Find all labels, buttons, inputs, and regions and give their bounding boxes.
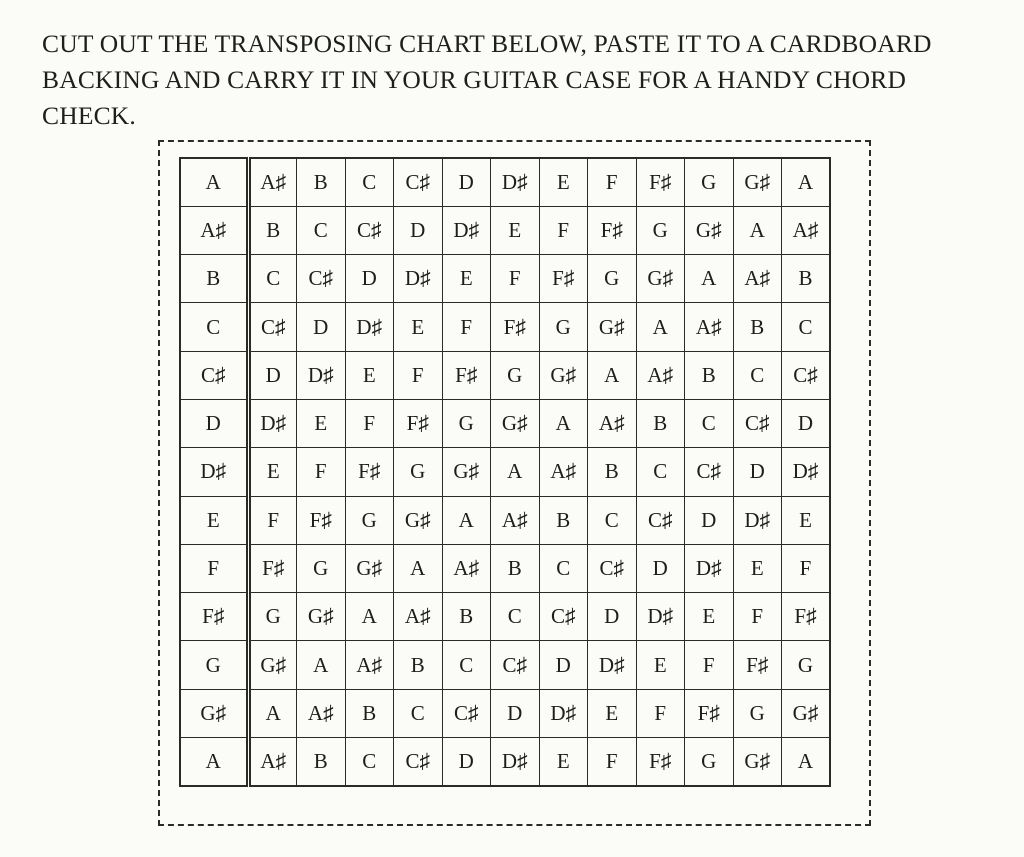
chart-cell: G bbox=[345, 496, 394, 544]
chart-cell: B bbox=[248, 206, 297, 254]
chart-cell: G bbox=[636, 206, 685, 254]
chart-cell: A bbox=[782, 738, 831, 786]
instruction-line-3: CHECK. bbox=[42, 101, 136, 130]
chart-cell: G♯ bbox=[345, 544, 394, 592]
chart-cell: F bbox=[782, 544, 831, 592]
chart-cell: E bbox=[636, 641, 685, 689]
chart-cell: C bbox=[685, 399, 734, 447]
chart-cell: E bbox=[248, 448, 297, 496]
chart-row bbox=[180, 255, 830, 303]
chart-cell: C♯ bbox=[588, 544, 637, 592]
chart-cell: F♯ bbox=[442, 351, 491, 399]
chart-key-cell: G♯ bbox=[180, 689, 248, 737]
chart-cell: F♯ bbox=[539, 255, 588, 303]
chart-row bbox=[180, 544, 830, 592]
chart-key-cell: F♯ bbox=[180, 593, 248, 641]
chart-row bbox=[180, 738, 830, 786]
chart-cell: F bbox=[539, 206, 588, 254]
chart-cell: G♯ bbox=[539, 351, 588, 399]
chart-cell: D♯ bbox=[248, 399, 297, 447]
chart-cell: A♯ bbox=[248, 158, 297, 206]
chart-cell: D♯ bbox=[733, 496, 782, 544]
chart-cell: F bbox=[345, 399, 394, 447]
chart-cell: C♯ bbox=[248, 303, 297, 351]
chart-cell: D♯ bbox=[588, 641, 637, 689]
chart-cell: F♯ bbox=[491, 303, 540, 351]
chart-key-cell: A♯ bbox=[180, 206, 248, 254]
chart-row bbox=[180, 206, 830, 254]
chart-cell: F♯ bbox=[394, 399, 443, 447]
chart-cell: G bbox=[491, 351, 540, 399]
chart-cell: A♯ bbox=[394, 593, 443, 641]
chart-cell: G bbox=[685, 158, 734, 206]
chart-cell: G♯ bbox=[297, 593, 346, 641]
chart-cell: F bbox=[733, 593, 782, 641]
chart-cell: A bbox=[685, 255, 734, 303]
chart-cell: A♯ bbox=[297, 689, 346, 737]
chart-cell: G bbox=[733, 689, 782, 737]
chart-key-cell: E bbox=[180, 496, 248, 544]
chart-cell: A♯ bbox=[733, 255, 782, 303]
chart-cell: G♯ bbox=[442, 448, 491, 496]
chart-cell: G♯ bbox=[394, 496, 443, 544]
chart-key-cell: C bbox=[180, 303, 248, 351]
chart-cell: A♯ bbox=[636, 351, 685, 399]
chart-cell: C bbox=[394, 689, 443, 737]
chart-cell: B bbox=[588, 448, 637, 496]
chart-cell: C bbox=[442, 641, 491, 689]
chart-cell: F♯ bbox=[297, 496, 346, 544]
chart-cell: F♯ bbox=[685, 689, 734, 737]
chart-cell: G bbox=[588, 255, 637, 303]
chart-cell: G♯ bbox=[588, 303, 637, 351]
chart-cell: A♯ bbox=[782, 206, 831, 254]
chart-cell: A♯ bbox=[539, 448, 588, 496]
chart-cell: G♯ bbox=[782, 689, 831, 737]
chart-row bbox=[180, 496, 830, 544]
chart-cell: C bbox=[636, 448, 685, 496]
chart-cell: D♯ bbox=[491, 158, 540, 206]
chart-cell: A bbox=[491, 448, 540, 496]
chart-cell: F♯ bbox=[345, 448, 394, 496]
chart-cell: F♯ bbox=[782, 593, 831, 641]
chart-cell: F♯ bbox=[636, 158, 685, 206]
chart-cell: E bbox=[394, 303, 443, 351]
chart-cell: G♯ bbox=[491, 399, 540, 447]
chart-cell: G bbox=[782, 641, 831, 689]
chart-cell: C bbox=[345, 158, 394, 206]
chart-cell: C♯ bbox=[685, 448, 734, 496]
chart-cell: F♯ bbox=[733, 641, 782, 689]
chart-cell: B bbox=[539, 496, 588, 544]
chart-cell: B bbox=[345, 689, 394, 737]
chart-cell: B bbox=[394, 641, 443, 689]
chart-cell: D bbox=[345, 255, 394, 303]
chart-cell: F bbox=[248, 496, 297, 544]
instruction-line-2: BACKING AND CARRY IT IN YOUR GUITAR CASE FOR A HANDY CHORD bbox=[42, 65, 907, 94]
chart-cell: C♯ bbox=[539, 593, 588, 641]
chart-cell: G bbox=[248, 593, 297, 641]
chart-cell: C♯ bbox=[442, 689, 491, 737]
chart-cell: B bbox=[297, 158, 346, 206]
chart-cell: E bbox=[297, 399, 346, 447]
chart-cell: B bbox=[636, 399, 685, 447]
chart-key-cell: D bbox=[180, 399, 248, 447]
chart-cell: G♯ bbox=[636, 255, 685, 303]
chart-cell: D bbox=[588, 593, 637, 641]
chart-cell: E bbox=[539, 738, 588, 786]
chart-cell: F bbox=[297, 448, 346, 496]
chart-cell: C♯ bbox=[394, 738, 443, 786]
chart-cell: C bbox=[491, 593, 540, 641]
chart-cell: F♯ bbox=[248, 544, 297, 592]
chart-row bbox=[180, 303, 830, 351]
chart-cell: A bbox=[733, 206, 782, 254]
chart-cell: C bbox=[588, 496, 637, 544]
chart-row bbox=[180, 158, 830, 206]
chart-cell: D bbox=[539, 641, 588, 689]
chart-cell: A♯ bbox=[491, 496, 540, 544]
chart-cell: E bbox=[588, 689, 637, 737]
chart-cell: E bbox=[345, 351, 394, 399]
chart-cell: C♯ bbox=[394, 158, 443, 206]
chart-cell: C bbox=[297, 206, 346, 254]
chart-cell: C bbox=[733, 351, 782, 399]
chart-cell: D♯ bbox=[636, 593, 685, 641]
transposing-chart bbox=[179, 157, 831, 787]
chart-cell: F bbox=[636, 689, 685, 737]
chart-row bbox=[180, 351, 830, 399]
chart-cell: F bbox=[685, 641, 734, 689]
chart-cell: C bbox=[539, 544, 588, 592]
chart-cell: G bbox=[442, 399, 491, 447]
chart-cell: A bbox=[394, 544, 443, 592]
chart-cell: A bbox=[297, 641, 346, 689]
chart-cell: D♯ bbox=[394, 255, 443, 303]
chart-cell: F bbox=[588, 158, 637, 206]
chart-cell: D♯ bbox=[442, 206, 491, 254]
chart-key-cell: B bbox=[180, 255, 248, 303]
chart-cell: A bbox=[539, 399, 588, 447]
chart-cell: G bbox=[394, 448, 443, 496]
chart-cell: D bbox=[442, 738, 491, 786]
chart-key-cell: A bbox=[180, 738, 248, 786]
chart-cell: F bbox=[394, 351, 443, 399]
chart-cell: C bbox=[782, 303, 831, 351]
chart-cell: D bbox=[636, 544, 685, 592]
chart-cell: B bbox=[491, 544, 540, 592]
chart-cell: C♯ bbox=[491, 641, 540, 689]
chart-cell: E bbox=[782, 496, 831, 544]
chart-cell: E bbox=[685, 593, 734, 641]
chart-cell: C♯ bbox=[782, 351, 831, 399]
chart-cell: G bbox=[297, 544, 346, 592]
chart-cell: B bbox=[297, 738, 346, 786]
chart-cell: B bbox=[685, 351, 734, 399]
chart-cell: F♯ bbox=[636, 738, 685, 786]
chart-cell: C♯ bbox=[733, 399, 782, 447]
chart-cell: G bbox=[539, 303, 588, 351]
chart-cell: F bbox=[491, 255, 540, 303]
chart-cell: G bbox=[685, 738, 734, 786]
chart-row bbox=[180, 399, 830, 447]
chart-cell: G♯ bbox=[733, 738, 782, 786]
chart-cell: F bbox=[442, 303, 491, 351]
chart-cell: D♯ bbox=[345, 303, 394, 351]
chart-cell: F bbox=[588, 738, 637, 786]
chart-cell: E bbox=[491, 206, 540, 254]
chart-cell: F♯ bbox=[588, 206, 637, 254]
chart-row bbox=[180, 448, 830, 496]
chart-cell: A bbox=[345, 593, 394, 641]
chart-cell: A♯ bbox=[685, 303, 734, 351]
chart-cell: D bbox=[491, 689, 540, 737]
chart-cell: D bbox=[297, 303, 346, 351]
chart-cell: G♯ bbox=[733, 158, 782, 206]
chart-cell: B bbox=[782, 255, 831, 303]
chart-cell: D♯ bbox=[491, 738, 540, 786]
chart-cell: E bbox=[539, 158, 588, 206]
chart-cell: D bbox=[442, 158, 491, 206]
cutout-instruction bbox=[42, 26, 1002, 134]
chart-cell: C♯ bbox=[636, 496, 685, 544]
chart-cell: D bbox=[248, 351, 297, 399]
chart-row bbox=[180, 689, 830, 737]
chart-cell: A bbox=[442, 496, 491, 544]
chart-cell: C♯ bbox=[297, 255, 346, 303]
chart-cell: B bbox=[442, 593, 491, 641]
chart-cell: G♯ bbox=[248, 641, 297, 689]
chart-key-cell: F bbox=[180, 544, 248, 592]
chart-cell: A♯ bbox=[442, 544, 491, 592]
chart-cell: A bbox=[782, 158, 831, 206]
chart-cell: A bbox=[588, 351, 637, 399]
chart-cell: A bbox=[248, 689, 297, 737]
transposing-chart-body bbox=[180, 158, 830, 786]
chart-cell: B bbox=[733, 303, 782, 351]
chart-cell: E bbox=[733, 544, 782, 592]
chart-cell: D♯ bbox=[685, 544, 734, 592]
instruction-line-1: CUT OUT THE TRANSPOSING CHART BELOW, PASTE IT TO A CARDBOARD bbox=[42, 29, 932, 58]
chart-cell: A♯ bbox=[345, 641, 394, 689]
chart-key-cell: A bbox=[180, 158, 248, 206]
chart-cell: D♯ bbox=[297, 351, 346, 399]
chart-row bbox=[180, 641, 830, 689]
chart-row bbox=[180, 593, 830, 641]
chart-cell: A♯ bbox=[248, 738, 297, 786]
chart-cell: A♯ bbox=[588, 399, 637, 447]
chart-key-cell: G bbox=[180, 641, 248, 689]
chart-cell: E bbox=[442, 255, 491, 303]
chart-cell: C bbox=[345, 738, 394, 786]
chart-cell: D bbox=[685, 496, 734, 544]
chart-cell: D♯ bbox=[539, 689, 588, 737]
chart-cell: D bbox=[394, 206, 443, 254]
chart-cell: C♯ bbox=[345, 206, 394, 254]
chart-cell: A bbox=[636, 303, 685, 351]
chart-cell: D bbox=[782, 399, 831, 447]
chart-key-cell: D♯ bbox=[180, 448, 248, 496]
chart-cell: D bbox=[733, 448, 782, 496]
chart-cell: D♯ bbox=[782, 448, 831, 496]
chart-cell: C bbox=[248, 255, 297, 303]
chart-key-cell: C♯ bbox=[180, 351, 248, 399]
chart-cell: G♯ bbox=[685, 206, 734, 254]
